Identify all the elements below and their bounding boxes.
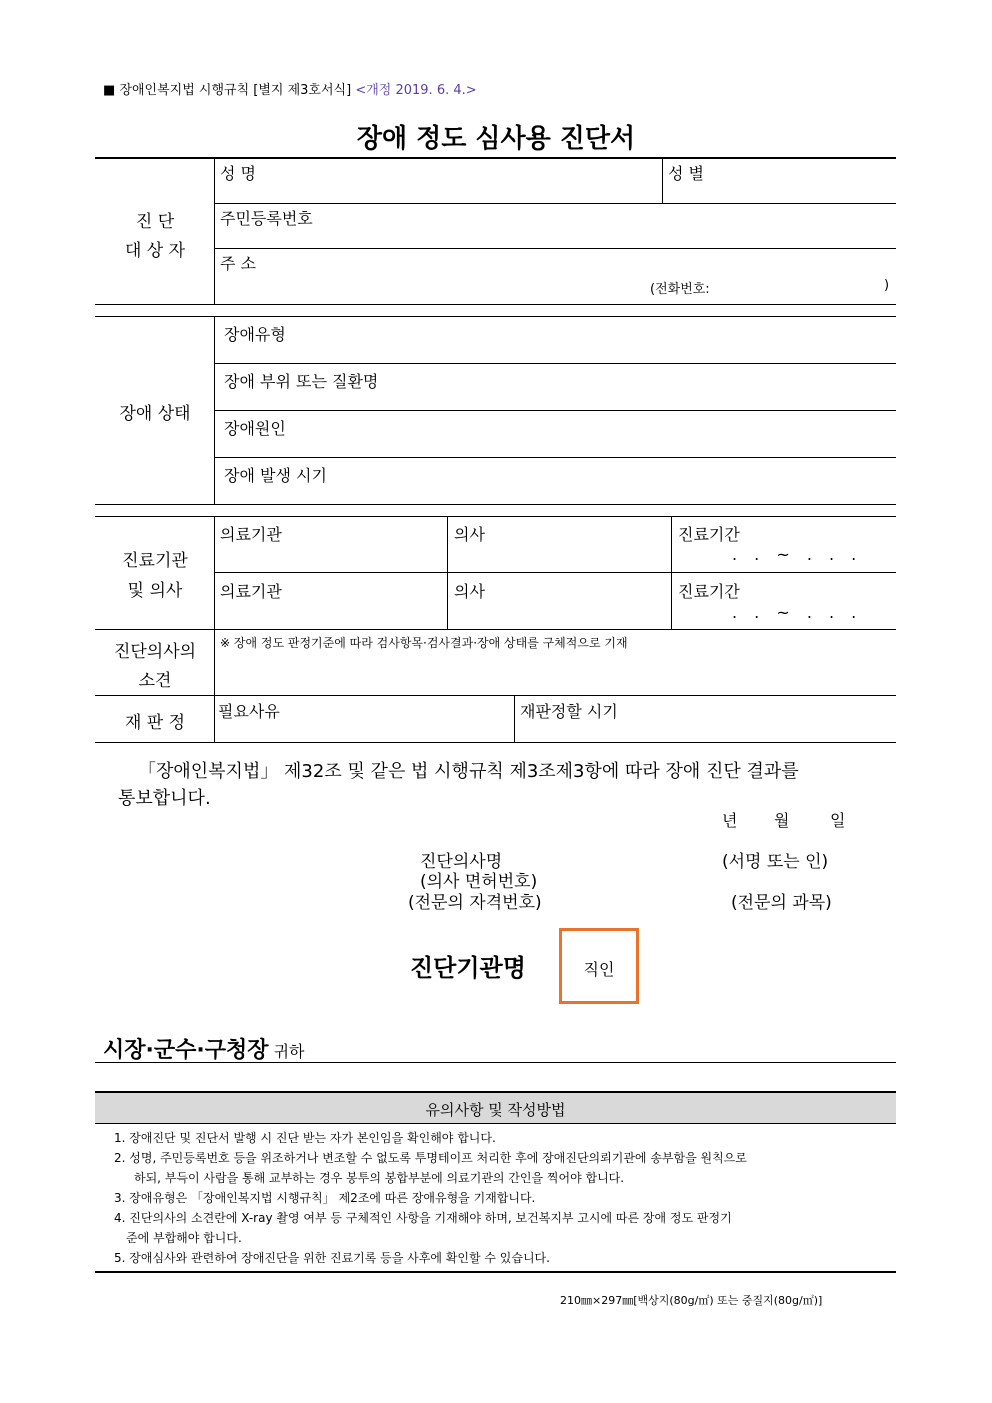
institution-name-label: 진단기관명: [410, 954, 526, 982]
instruction-item: 5. 장애심사와 관련하여 장애진단을 위한 진료기록 등을 사후에 확인할 수 있습니다.: [114, 1251, 550, 1265]
addressee-recipient: 시장·군수·구청장: [103, 1038, 269, 1063]
phone-field[interactable]: [730, 276, 880, 298]
institution-field-1[interactable]: [216, 545, 445, 570]
disability-type-label: 장애유형: [224, 325, 286, 344]
seal-label: 직인: [583, 960, 615, 979]
rule: [447, 517, 448, 629]
rule: [214, 363, 896, 364]
doctor-label-1: 의사: [454, 525, 485, 544]
disability-cause-label: 장애원인: [224, 419, 286, 438]
paper-spec: 210㎜×297㎜[백상지(80g/㎡) 또는 중질지(80g/㎡)]: [560, 1294, 823, 1307]
disability-type-field[interactable]: [310, 318, 894, 362]
revision-note: <개정 2019. 6. 4.>: [355, 83, 477, 98]
form-ref-text: 장애인복지법 시행규칙 [별지 제3호서식]: [119, 83, 352, 98]
reassessment-timing-field[interactable]: [516, 720, 894, 741]
section-label-status: 장애 상태: [119, 404, 191, 424]
opinion-note: ※ 장애 정도 판정기준에 따라 검사항목·검사결과·장애 상태를 구체적으로 기재: [220, 636, 628, 650]
rule: [514, 696, 515, 742]
form-reference: [103, 79, 477, 98]
phone-label: (전화번호:: [650, 282, 710, 297]
phone-close: ): [884, 278, 890, 293]
institution-field-2[interactable]: [216, 602, 445, 627]
instruction-item: 준에 부합해야 합니다.: [126, 1231, 242, 1245]
rule: [95, 629, 896, 630]
address-label: 주 소: [220, 254, 256, 273]
rrn-field[interactable]: [340, 204, 894, 247]
address-field[interactable]: [280, 249, 894, 275]
doctor-license-label: (의사 면허번호): [420, 872, 538, 892]
institution-label-2: 의료기관: [220, 582, 282, 601]
period-field-2[interactable]: . . ~ . . .: [732, 603, 863, 622]
name-field[interactable]: [300, 158, 660, 202]
rule: [95, 1271, 896, 1273]
name-label: 성 명: [220, 164, 256, 183]
section-label-subject-2: 대 상 자: [124, 241, 186, 261]
period-label-2: 진료기간: [678, 582, 740, 601]
rule: [95, 316, 896, 317]
disability-onset-field[interactable]: [360, 459, 894, 503]
opinion-field[interactable]: [216, 654, 894, 694]
instruction-item: 4. 진단의사의 소견란에 X-ray 촬영 여부 등 구체적인 사항을 기재해야 하며, 보건복지부 고시에 따른 장애 정도 판정기: [114, 1211, 732, 1225]
doctor-name-label: 진단의사명: [420, 852, 503, 872]
period-label-1: 진료기간: [678, 525, 740, 544]
disability-part-field[interactable]: [410, 365, 894, 409]
section-label-reassessment: 재 판 정: [124, 713, 186, 733]
rule: [662, 158, 663, 204]
signature-label: (서명 또는 인): [722, 852, 829, 872]
bullet-square-icon: ■: [103, 83, 116, 98]
instructions-title: 유의사항 및 작성방법: [425, 1101, 566, 1119]
section-label-opinion-1: 진단의사의: [113, 642, 197, 662]
date-year-label: 년: [722, 811, 738, 830]
notice-line-1: 「장애인복지법」 제32조 및 같은 법 시행규칙 제3조제3항에 따라 장애 진단 결과를: [138, 761, 799, 782]
instructions-header: [95, 1093, 896, 1123]
doctor-field-2[interactable]: [449, 602, 669, 627]
rule: [214, 572, 896, 573]
specialty-label: (전문의 과목): [731, 893, 832, 913]
date-day-label: 일: [830, 811, 846, 830]
section-label-medical-2: 및 의사: [127, 581, 183, 601]
addressee: [103, 1033, 305, 1064]
section-label-medical-1: 진료기관: [122, 551, 188, 571]
rule: [671, 517, 672, 629]
instruction-item: 2. 성명, 주민등록번호 등을 위조하거나 변조할 수 없도록 투명테이프 처리한 후에 장애진단의뢰기관에 송부함을 원칙으로: [114, 1151, 747, 1165]
section-label-subject-1: 진 단: [135, 212, 175, 232]
rule: [95, 1123, 896, 1124]
rule: [95, 304, 896, 305]
date-month-label: 월: [774, 811, 790, 830]
disability-part-label: 장애 부위 또는 질환명: [224, 372, 379, 391]
gender-label: 성 별: [668, 164, 704, 183]
reassessment-timing-label: 재판정할 시기: [520, 702, 618, 721]
rule: [95, 516, 896, 517]
reassessment-reason-field[interactable]: [216, 720, 512, 741]
rule: [95, 742, 896, 743]
rule: [95, 1062, 896, 1063]
instruction-item: 1. 장애진단 및 진단서 발행 시 진단 받는 자가 본인임을 확인해야 합니다.: [114, 1131, 496, 1145]
gender-field[interactable]: [730, 158, 894, 202]
official-seal-box[interactable]: [559, 928, 639, 1004]
notice-line-2: 통보합니다.: [118, 788, 211, 809]
specialist-cert-label: (전문의 자격번호): [408, 893, 542, 913]
instruction-item: 3. 장애유형은 「장애인복지법 시행규칙」 제2조에 따른 장애유형을 기재합니다.: [114, 1191, 536, 1205]
institution-label-1: 의료기관: [220, 525, 282, 544]
disability-onset-label: 장애 발생 시기: [224, 466, 327, 485]
reassessment-reason-label: 필요사유: [218, 702, 280, 721]
rule: [214, 457, 896, 458]
rule: [214, 410, 896, 411]
period-field-1[interactable]: . . ~ . . .: [732, 545, 863, 564]
section-label-opinion-2: 소견: [138, 671, 172, 691]
document-title: 장애 정도 심사용 진단서: [356, 124, 636, 154]
rule: [95, 504, 896, 505]
addressee-suffix: 귀하: [273, 1042, 305, 1061]
doctor-field-1[interactable]: [449, 545, 669, 570]
doctor-label-2: 의사: [454, 582, 485, 601]
disability-cause-field[interactable]: [310, 412, 894, 456]
rrn-label: 주민등록번호: [220, 209, 313, 228]
rule: [95, 695, 896, 696]
instruction-item: 하되, 부득이 사람을 통해 교부하는 경우 봉투의 봉합부분에 의료기관의 간인을 찍어야 합니다.: [134, 1171, 625, 1185]
